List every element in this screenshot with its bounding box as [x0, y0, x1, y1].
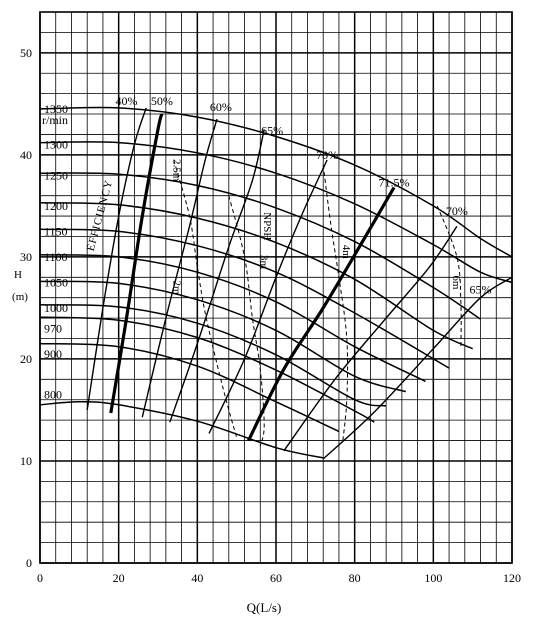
x-tick-label: 100	[424, 571, 443, 585]
speed-label-800: 800	[44, 387, 62, 402]
npsh-label-2.5m: 2.5m	[170, 159, 183, 182]
x-tick-label: 60	[270, 571, 282, 585]
y-tick-label: 0	[26, 556, 32, 570]
y-tick-label: 50	[20, 45, 32, 60]
y-tick-label: 40	[20, 147, 32, 162]
speed-unit-label: r/min	[42, 113, 68, 127]
npsh-label-6m: 6m	[450, 275, 462, 290]
efficiency-label-70%: 70%	[445, 203, 468, 218]
efficiency-label-65%: 65%	[469, 282, 492, 297]
npsh-label-4m: 4m	[339, 244, 352, 259]
efficiency-label-60%: 60%	[209, 99, 232, 114]
npsh-label-3m: 3m	[257, 254, 270, 270]
speed-label-1050: 1050	[44, 275, 68, 290]
efficiency-label-40%: 40%	[115, 93, 138, 108]
x-tick-label: 20	[112, 571, 125, 585]
y-tick-label: 20	[20, 351, 32, 366]
x-tick-label: 80	[348, 571, 361, 585]
efficiency-label-70%: 70%	[316, 147, 339, 162]
speed-label-1300: 1300	[44, 137, 68, 152]
speed-label-1350: 1350	[44, 101, 68, 116]
speed-label-1150: 1150	[44, 224, 68, 239]
grid	[40, 12, 512, 563]
x-axis-label: Q(L/s)	[246, 600, 282, 615]
speed-label-900: 900	[44, 346, 62, 361]
efficiency-curve-70%	[209, 160, 327, 433]
efficiency-curve-65%	[170, 129, 264, 422]
y-axis-unit: (m)	[12, 291, 28, 303]
efficiency-label-50%: 50%	[150, 93, 173, 108]
annotations	[44, 94, 492, 402]
y-tick-label: 30	[20, 249, 32, 264]
efficiency-label-71.5%: 71.5%	[378, 175, 410, 190]
x-tick-label: 0	[37, 571, 43, 585]
x-tick-label: 40	[191, 571, 204, 585]
speed-label-1000: 1000	[44, 300, 68, 315]
speed-curve-1200	[40, 203, 473, 349]
efficiency-label-65%: 65%	[261, 123, 284, 138]
x-tick-label: 120	[503, 571, 521, 585]
speed-label-970: 970	[44, 321, 62, 336]
efficiency-axis-label: EFFICIENCY	[84, 178, 116, 253]
y-axis-label: H	[14, 269, 22, 281]
npsh-axis-label: NPSH	[261, 212, 274, 241]
speed-label-1100: 1100	[44, 249, 68, 264]
speed-label-1200: 1200	[44, 198, 68, 213]
y-tick-label: 10	[20, 453, 32, 468]
speed-label-1250: 1250	[44, 168, 68, 183]
npsh-label-2m: 2m	[170, 280, 183, 295]
speed-curve-900	[40, 344, 339, 432]
